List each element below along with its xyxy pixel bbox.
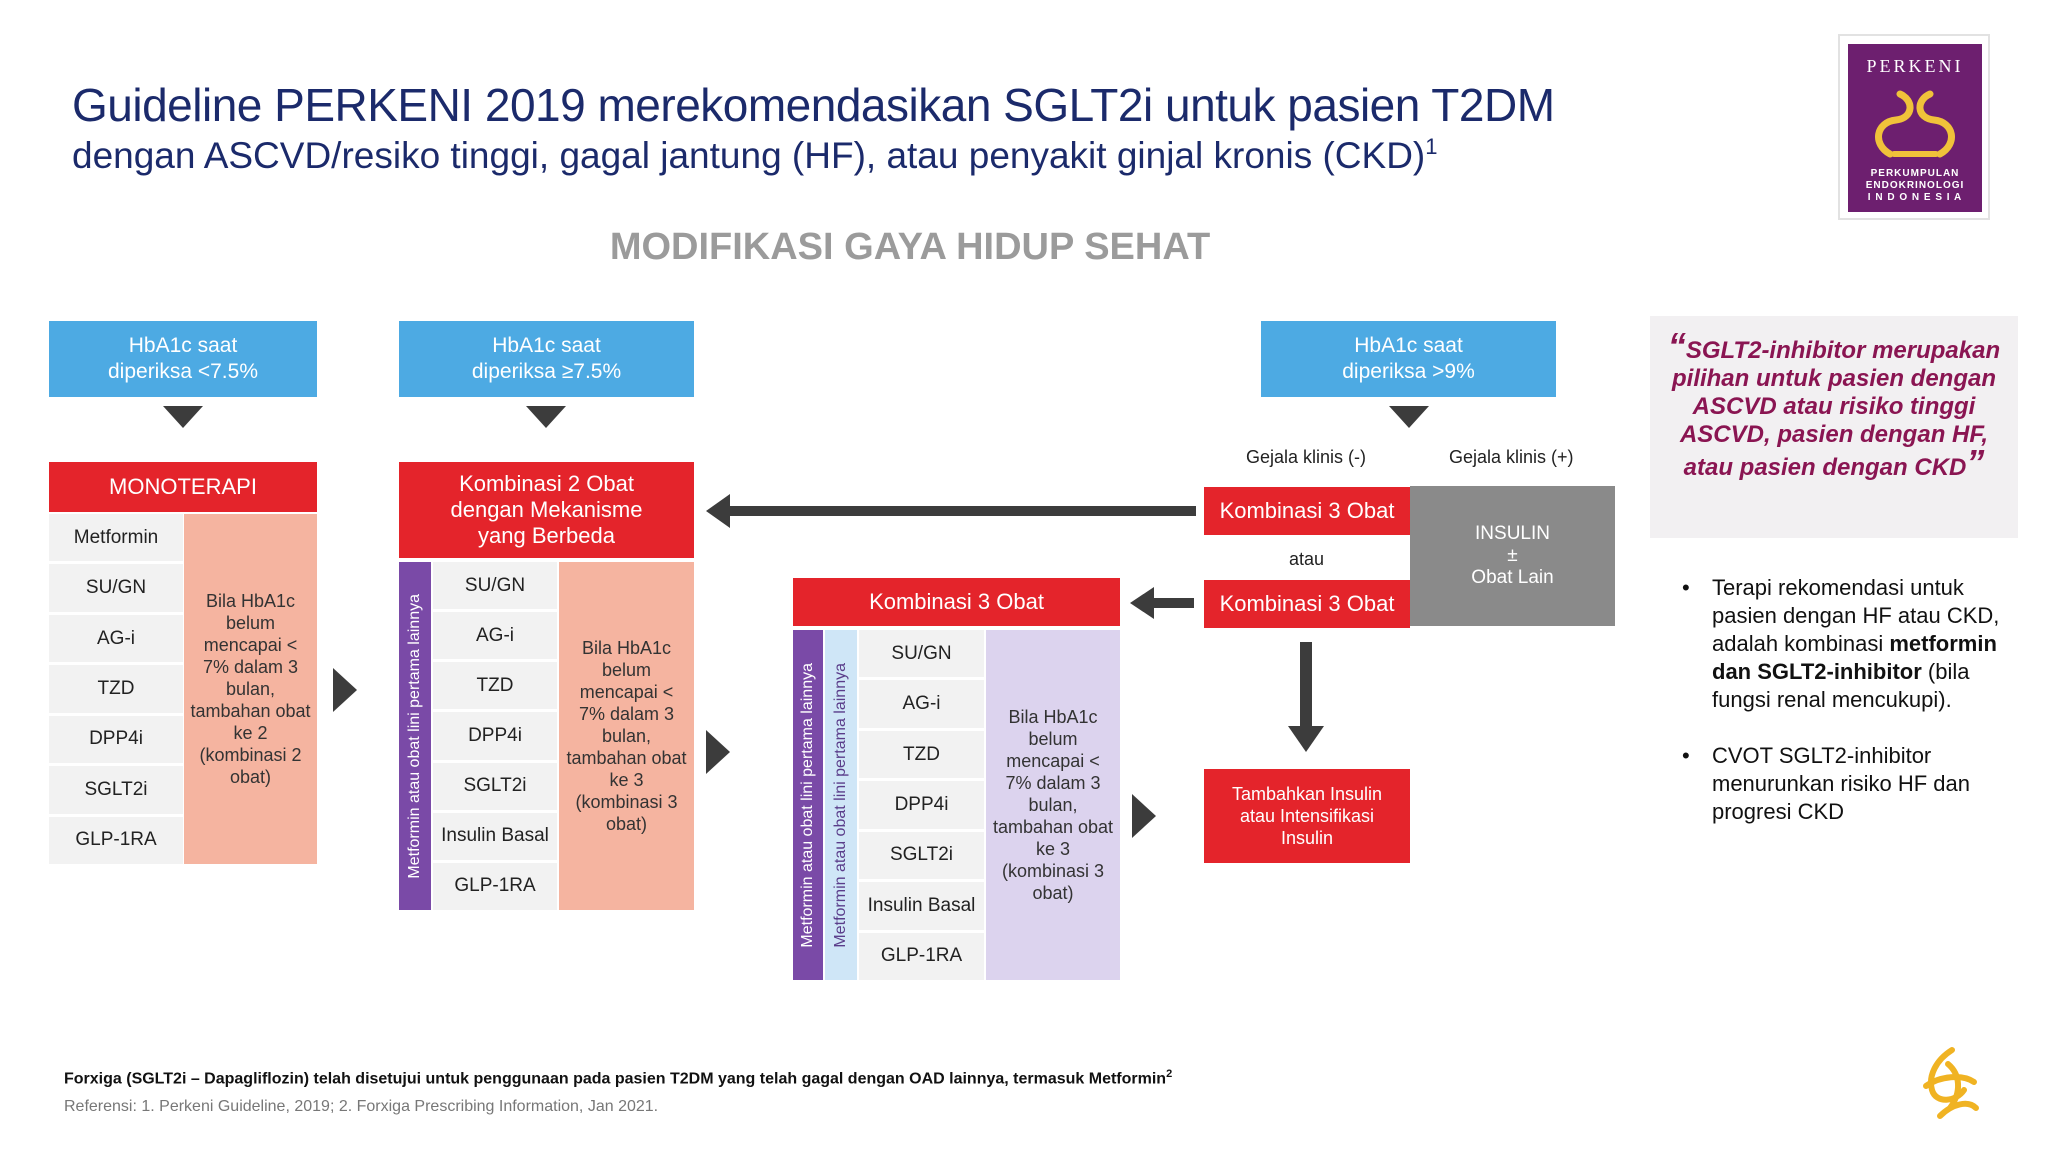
logo-line-1: PERKUMPULAN: [1870, 168, 1960, 179]
section-heading: MODIFIKASI GAYA HIDUP SEHAT: [609, 226, 1211, 268]
drug-item: TZD: [49, 665, 183, 715]
drug-item: SU/GN: [433, 562, 557, 612]
drug-item: AG-i: [859, 680, 984, 730]
quote-text: SGLT2-inhibitor merupakan pilihan untuk pasien dengan ASCVD atau risiko tinggi ASCVD, pasien dengan HF, atau pasien dengan CKD: [1671, 337, 2001, 481]
insulin-line3: Obat Lain: [1471, 567, 1554, 588]
footer-reference: Referensi: 1. Perkeni Guideline, 2019; 2. Forxiga Prescribing Information, Jan 2021.: [64, 1098, 659, 1115]
drug-item: DPP4i: [433, 712, 557, 762]
metformin-bar-2-label: Metformin atau obat lini pertama lainnya: [406, 593, 423, 879]
sglt2-quote-box: [1650, 316, 2018, 538]
drug-item: SU/GN: [49, 564, 183, 614]
bullet-1-post: (bila fungsi renal mencukupi).: [1712, 659, 1970, 712]
drug-item: SGLT2i: [859, 832, 984, 882]
hba1c-box-2-line2: diperiksa ≥7.5%: [471, 360, 622, 383]
drug-item: GLP-1RA: [880, 945, 963, 967]
atau-label: atau: [1289, 549, 1325, 569]
bullet-1-bold: metformin dan SGLT2-inhibitor: [1712, 631, 1997, 684]
drug-item: TZD: [433, 662, 557, 712]
drug-item: Insulin Basal: [859, 882, 984, 932]
drug-item: AG-i: [433, 612, 557, 662]
tambahkan-line3: Insulin: [1280, 828, 1334, 848]
kombinasi-2-note: Bila HbA1c belum mencapai < 7% dalam 3 bulan, tambahan obat ke 3 (kombinasi 3 obat): [559, 562, 694, 910]
drug-item: SGLT2i: [49, 766, 183, 816]
hba1c-box-1-line1: HbA1c saat: [128, 334, 238, 357]
insulin-line2: ±: [1507, 545, 1518, 566]
drug-item: Insulin Basal: [433, 813, 557, 863]
gejala-klinis-negative: Gejala klinis (-): [1246, 447, 1367, 467]
hba1c-box-3-line2: diperiksa >9%: [1342, 360, 1475, 383]
drug-item: SU/GN: [859, 630, 984, 680]
astrazeneca-logo-icon: [1918, 1046, 1982, 1122]
kombinasi-3-note: Bila HbA1c belum mencapai < 7% dalam 3 bulan, tambahan obat ke 3 (kombinasi 3 obat): [986, 630, 1120, 980]
logo-line-3: I N D O N E S I A: [1867, 192, 1963, 203]
kombinasi-2-header-line3: yang Berbeda: [478, 523, 615, 548]
drug-item: GLP-1RA: [454, 875, 536, 897]
subtitle-text: dengan ASCVD/resiko tinggi, gagal jantung (HF), atau penyakit ginjal kronis (CKD): [72, 135, 1426, 176]
kombinasi-2-header-line2: dengan Mekanisme: [450, 497, 643, 522]
kombinasi-3-header: Kombinasi 3 Obat: [793, 578, 1120, 626]
recommendation-bullets: [1676, 574, 2016, 854]
insulin-line1: INSULIN: [1475, 523, 1550, 544]
footer-statement: [64, 1068, 1172, 1088]
drug-item: GLP-1RA: [75, 829, 157, 851]
slide-title: Guideline PERKENI 2019 merekomendasikan SGLT2i untuk pasien T2DM: [72, 79, 1555, 131]
drug-item: DPP4i: [49, 716, 183, 766]
quote-open: “: [1667, 325, 1686, 366]
arrow-left-short-icon: [1130, 587, 1194, 619]
metformin-bar-3a-label: Metformin atau obat lini pertama lainnya: [799, 662, 816, 948]
monoterapi-header: MONOTERAPI: [49, 462, 317, 512]
subtitle-footnote: 1: [1425, 134, 1438, 159]
drug-item: DPP4i: [859, 781, 984, 831]
kombinasi-2-header-line1: Kombinasi 2 Obat: [459, 471, 634, 496]
drug-item: SGLT2i: [433, 763, 557, 813]
drug-item: Metformin: [49, 514, 183, 564]
drug-item: TZD: [859, 731, 984, 781]
kombinasi-3-box-a: Kombinasi 3 Obat: [1204, 487, 1410, 535]
logo-name: PERKENI: [1866, 56, 1964, 76]
drug-item: AG-i: [49, 615, 183, 665]
arrow-left-long-icon: [706, 494, 1196, 528]
metformin-bar-3b-label: Metformin atau obat lini pertama lainnya: [832, 662, 849, 948]
hba1c-box-3-line1: HbA1c saat: [1354, 334, 1463, 357]
gejala-klinis-positive: Gejala klinis (+): [1449, 447, 1574, 467]
logo-line-2: ENDOKRINOLOGI: [1865, 180, 1965, 191]
hba1c-box-2-line1: HbA1c saat: [492, 334, 601, 357]
arrow-down-long-icon: [1288, 642, 1324, 752]
bullet-1-pre: Terapi rekomendasi untuk pasien dengan HF atau CKD, adalah kombinasi: [1712, 575, 2000, 656]
footer-statement-sup: 2: [1166, 1068, 1173, 1080]
monoterapi-note: Bila HbA1c belum mencapai < 7% dalam 3 bulan, tambahan obat ke 2 (kombinasi 2 obat): [184, 514, 317, 864]
tambahkan-line2: atau Intensifikasi: [1239, 806, 1375, 826]
hba1c-box-1-line2: diperiksa <7.5%: [107, 360, 258, 383]
kombinasi-3-box-b: Kombinasi 3 Obat: [1204, 580, 1410, 628]
tambahkan-line1: Tambahkan Insulin: [1231, 784, 1383, 804]
bullet-item: [1676, 574, 2016, 714]
bullet-item: • CVOT SGLT2-inhibitor menurunkan risiko HF dan progresi CKD: [1676, 742, 2016, 826]
footer-statement-text: Forxiga (SGLT2i – Dapagliflozin) telah disetujui untuk penggunaan pada pasien T2DM yang telah gagal dengan OAD lainnya, termasuk Metformin: [64, 1070, 1167, 1088]
quote-close: ”: [1966, 442, 1985, 483]
